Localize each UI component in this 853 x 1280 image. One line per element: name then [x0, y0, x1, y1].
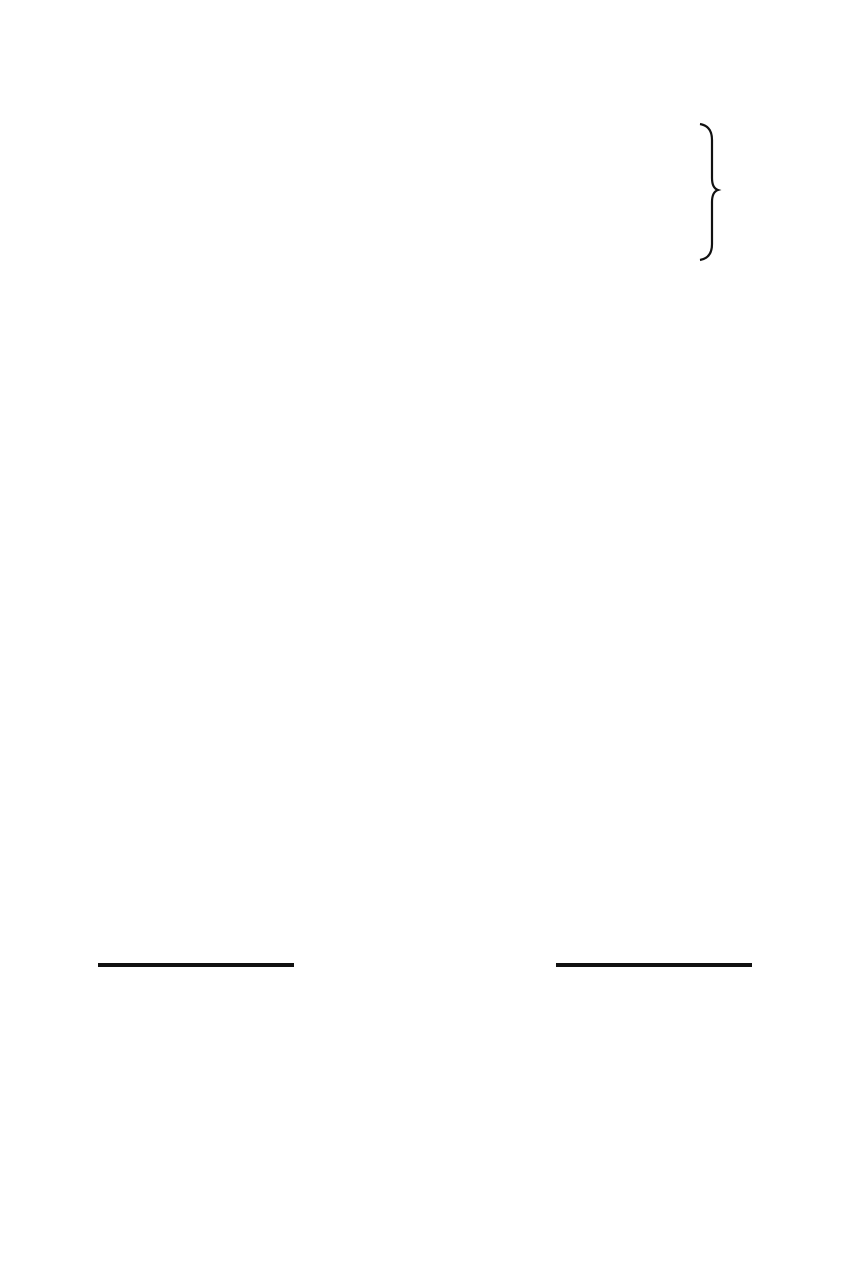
divider-right [556, 963, 752, 967]
scheme-a-diagram [0, 0, 853, 300]
scheme-b-diagram [0, 790, 853, 930]
divider-left [98, 963, 294, 967]
repeat-bracket [700, 124, 718, 260]
